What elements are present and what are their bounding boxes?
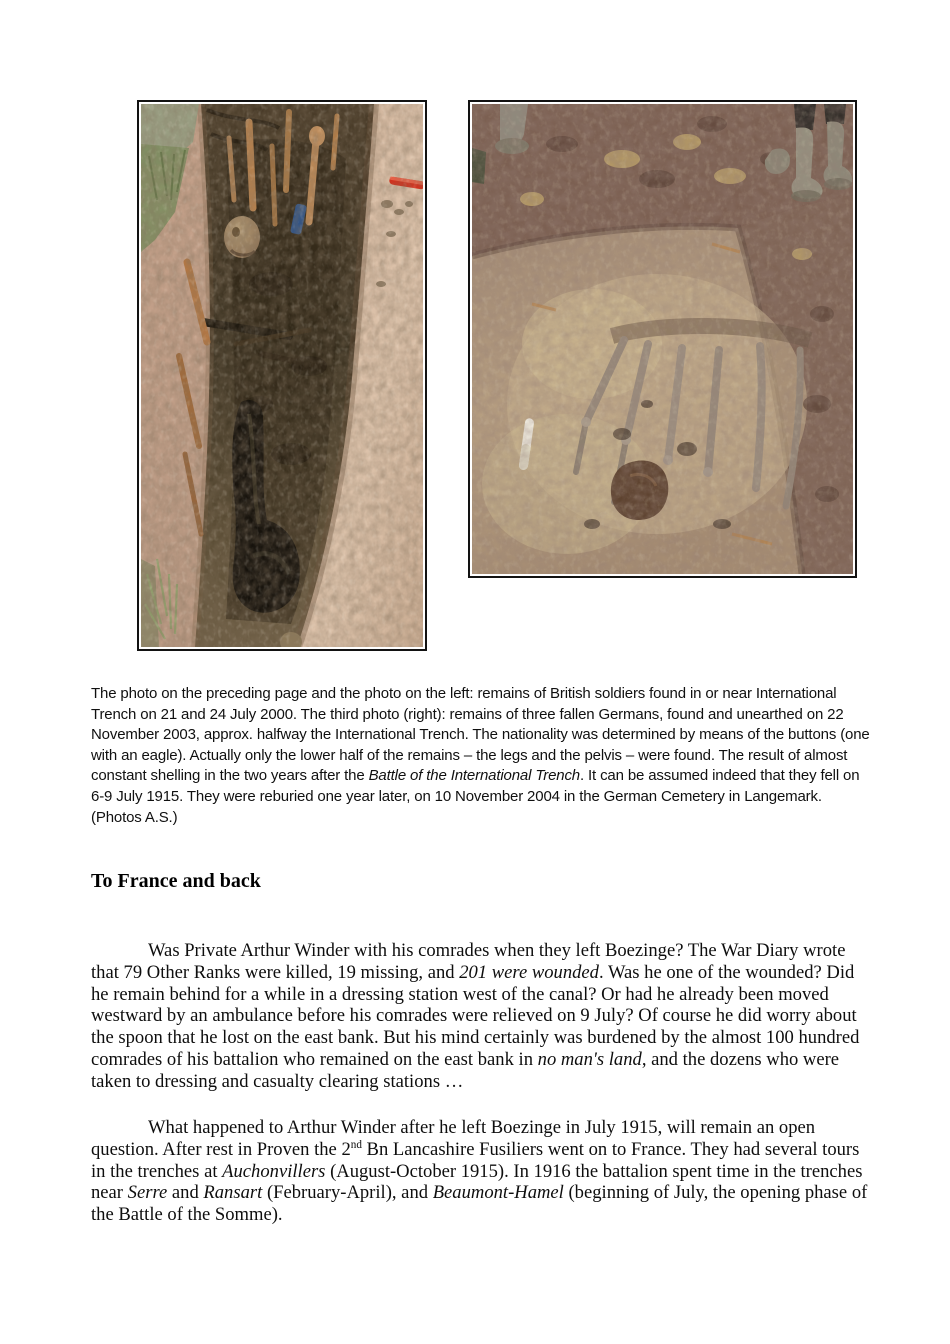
- body-paragraph-2: What happened to Arthur Winder after he left Boezinge in July 1915, will remain an open question. After rest in Proven the 2nd Bn Lancashire Fusiliers went on to France. They had several tours in the trenches at Auchonvillers (August-October 1915). In 1916 the battalion spent time in the trenches near Serre and Ransart (February-April), and Beaumont-Hamel (beginning of July, the opening phase of the Battle of the Somme).: [91, 1117, 868, 1226]
- body-paragraph-1: Was Private Arthur Winder with his comrades when they left Boezinge? The War Diary wrote that 79 Other Ranks were killed, 19 missing, and 201 were wounded. Was he one of the wounded? Did he remain behind for a while in a dressing station west of the canal? Or had he already been moved westward by an ambulance before his comrades were relieved on 9 July? Of course he did worry about the spoon that he lost on the east bank. But his mind certainly was burdened by the almost 100 hundred comrades of his battalion who remained on the east bank in no man's land, and the dozens who were taken to dressing and casualty clearing stations …: [91, 940, 860, 1092]
- photo-caption: The photo on the preceding page and the photo on the left: remains of British soldiers found in or near International Trench on 21 and 24 July 2000. The third photo (right): remains of three fallen Germans, found and unearthed on 22 November 2003, approx. halfway the International Trench. The nationality was determined by means of the buttons (one with an eagle). Actually only the lower half of the remains – the legs and the pelvis – were found. The result of almost constant shelling in the two years after the Battle of the International Trench. It can be assumed indeed that they fell on 6-9 July 1915. They were reburied one year later, on 10 November 2004 in the German Cemetery in Langemark. (Photos A.S.): [91, 685, 870, 826]
- photo-british-remains: [137, 100, 427, 651]
- photo-german-remains: [468, 100, 857, 578]
- section-heading: To France and back: [91, 870, 261, 892]
- photo-german-remains-illustration: [472, 104, 853, 574]
- photo-british-remains-illustration: [141, 104, 423, 647]
